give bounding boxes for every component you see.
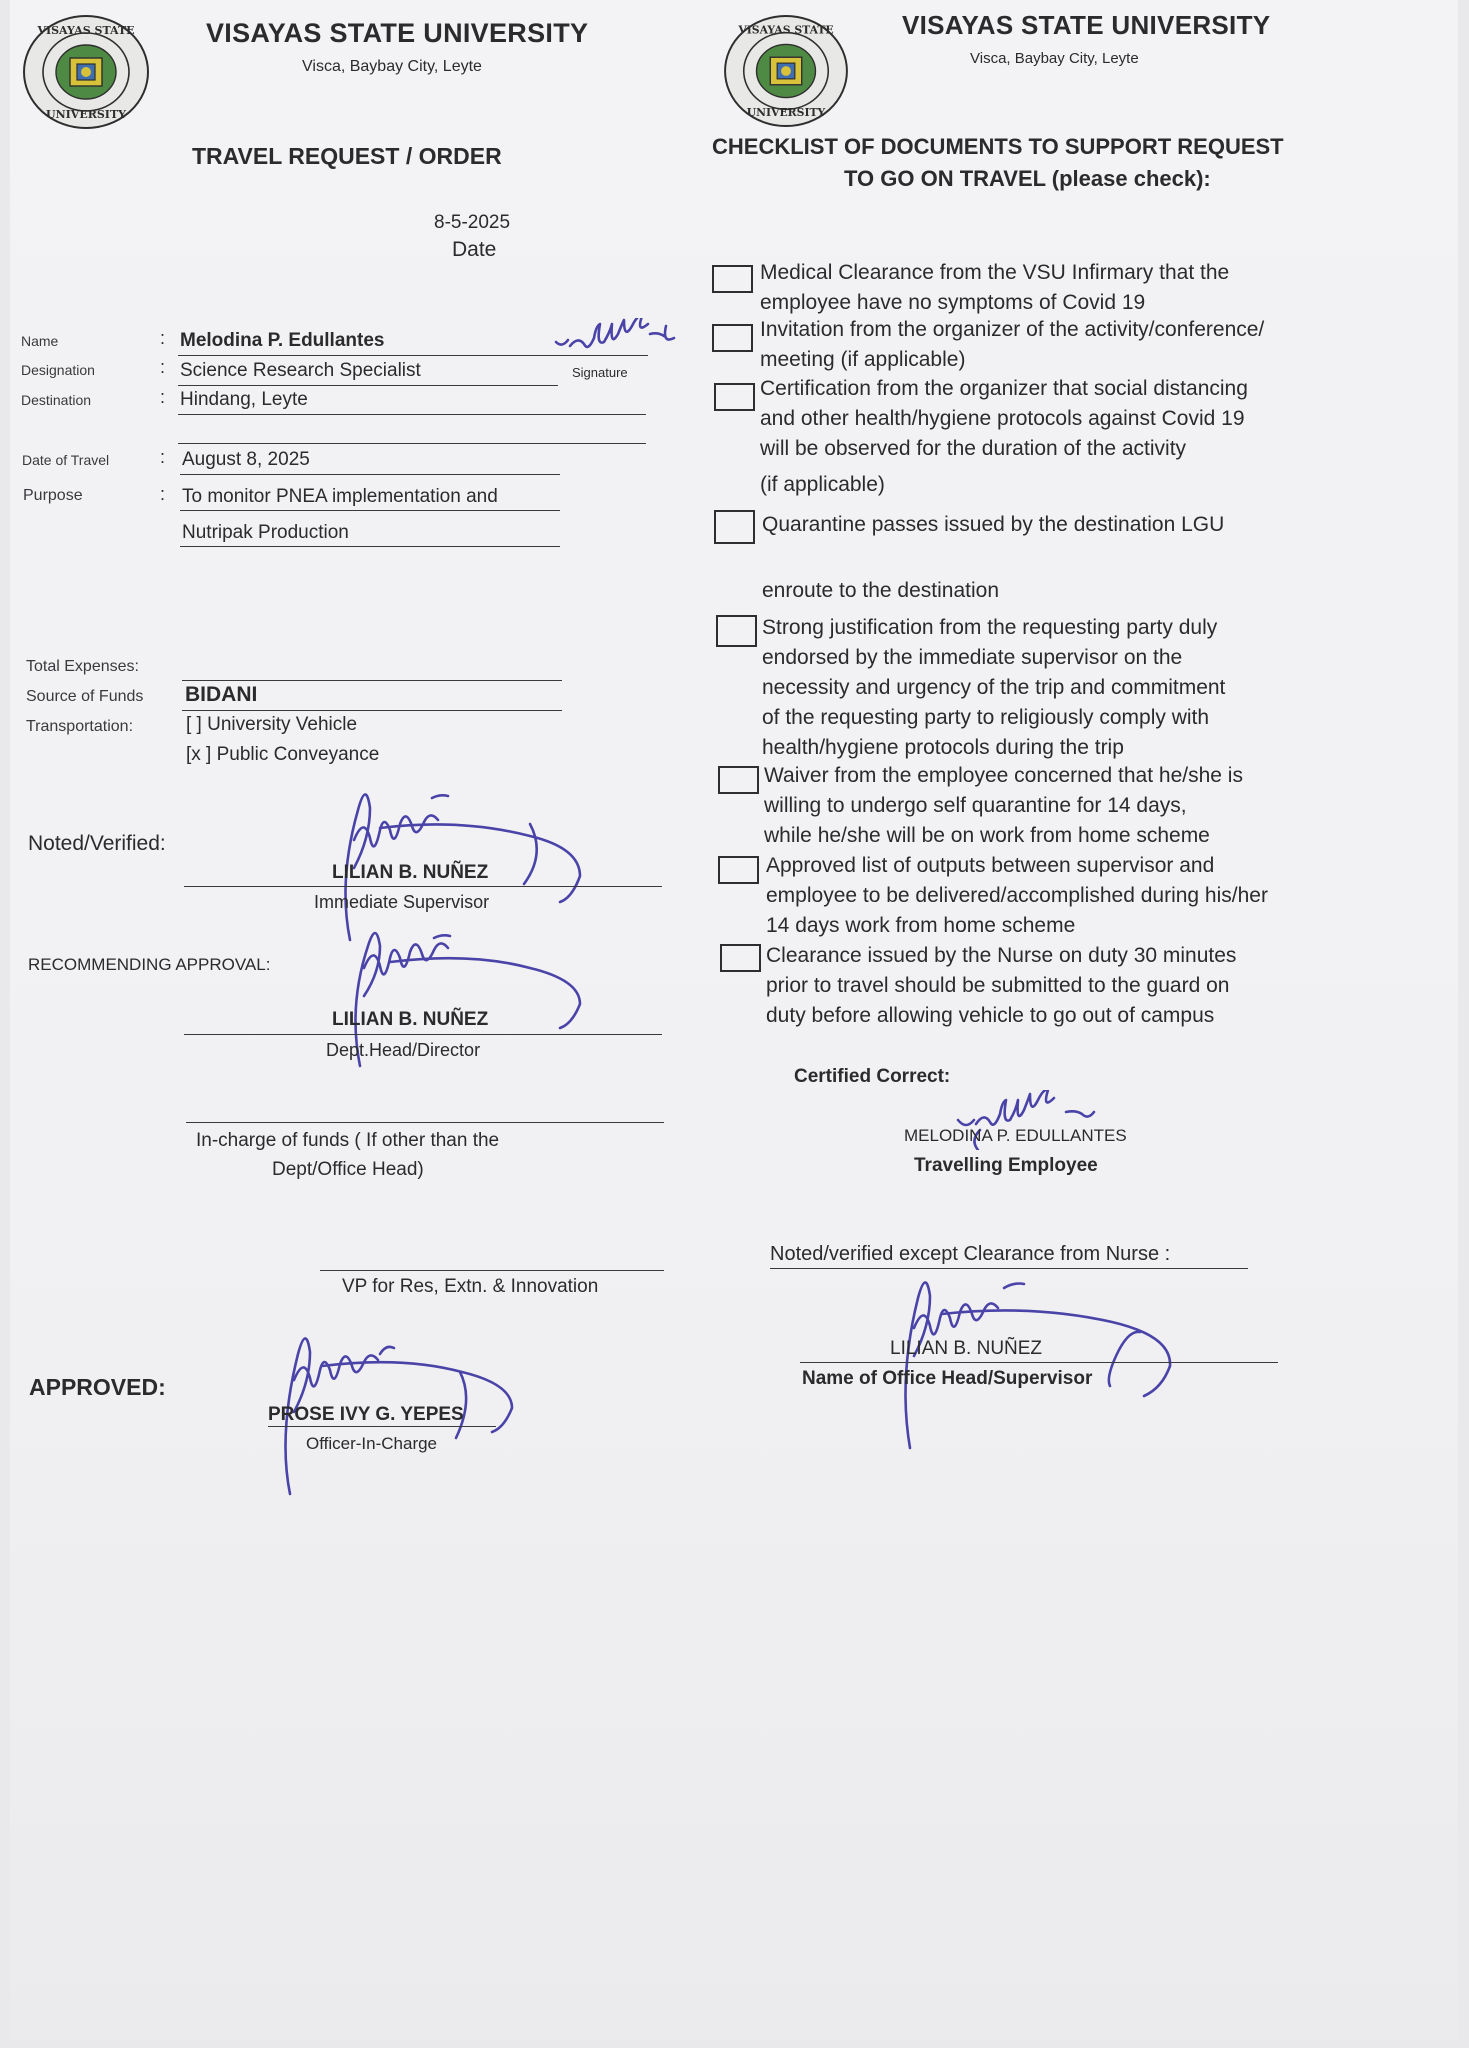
- university-seal-right: [723, 14, 849, 128]
- transport-label: Transportation:: [26, 718, 134, 735]
- checklist-item-waiver: Waiver from the employee concerned that he/she is willing to undergo self quarantine for 14 days, while he/she will be on work from home scheme: [764, 764, 1243, 847]
- svg-text:VISAYAS STATE: VISAYAS STATE: [37, 24, 135, 37]
- noted-signature-line: [184, 886, 662, 887]
- checklist-item-approved-outputs: Approved list of outputs between supervisor and employee to be delivered/accomplished during his/her 14 days work from home scheme: [766, 854, 1268, 937]
- noted-signatory-title: Immediate Supervisor: [314, 892, 490, 912]
- destination-value: Hindang, Leyte: [180, 389, 308, 410]
- university-name: VISAYAS STATE UNIVERSITY: [206, 18, 589, 48]
- expenses-label: Total Expenses:: [26, 658, 139, 675]
- signature-label: Signature: [572, 365, 628, 380]
- approver-name: PROSE IVY G. YEPES: [268, 1404, 464, 1425]
- checkbox-strong-justification[interactable]: [716, 615, 757, 647]
- checkbox-invitation[interactable]: [712, 324, 753, 352]
- office-head-name: LILIAN B. NUÑEZ: [890, 1338, 1043, 1359]
- checklist-item-certification: Certification from the organizer that social distancing and other health/hygiene protocols against Covid 19 will be observed for the duration of the activity (if applicable): [760, 377, 1248, 496]
- checklist-title-line-1: CHECKLIST OF DOCUMENTS TO SUPPORT REQUEST: [712, 134, 1284, 159]
- checkbox-quarantine-passes[interactable]: [714, 510, 755, 544]
- funds-incharge-line-2: Dept/Office Head): [272, 1159, 424, 1180]
- vp-title: VP for Res, Extn. & Innovation: [342, 1276, 599, 1297]
- office-head-signature-line: [800, 1362, 1278, 1363]
- purpose-line-2: Nutripak Production: [182, 522, 349, 543]
- vp-signature-line: [320, 1270, 664, 1271]
- checklist-item-medical-clearance: Medical Clearance from the VSU Infirmary that the employee have no symptoms of Covid 19: [760, 261, 1230, 314]
- recommending-signatory-title: Dept.Head/Director: [326, 1040, 481, 1060]
- noted-verified-label: Noted/Verified:: [28, 832, 166, 855]
- colon: :: [160, 447, 166, 467]
- destination-underline-2: [178, 443, 646, 444]
- checklist-title-line-2: TO GO ON TRAVEL (please check):: [844, 166, 1211, 191]
- noted-except-label: Noted/verified except Clearance from Nurse :: [770, 1243, 1171, 1265]
- employee-signature: [550, 318, 690, 364]
- travel-date-underline: [180, 474, 560, 475]
- svg-text:UNIVERSITY: UNIVERSITY: [746, 106, 826, 120]
- approver-signature: [260, 1308, 560, 1498]
- university-address-right: Visca, Baybay City, Leyte: [970, 50, 1139, 67]
- colon: :: [160, 484, 166, 504]
- funds-value: BIDANI: [185, 683, 258, 706]
- office-head-title: Name of Office Head/Supervisor: [802, 1368, 1093, 1389]
- university-name-right: VISAYAS STATE UNIVERSITY: [902, 10, 1271, 40]
- date-value: 8-5-2025: [434, 212, 511, 233]
- name-value: Melodina P. Edullantes: [180, 330, 385, 351]
- colon: :: [160, 328, 166, 348]
- funds-label: Source of Funds: [26, 688, 144, 705]
- form-title: TRAVEL REQUEST / ORDER: [192, 143, 502, 169]
- transport-option-university: [ ] University Vehicle: [186, 714, 358, 735]
- purpose-line-1: To monitor PNEA implementation and: [182, 486, 498, 507]
- checklist-item-quarantine-passes: Quarantine passes issued by the destination LGU enroute to the destination: [762, 513, 1225, 602]
- recommending-approval-label: RECOMMENDING APPROVAL:: [28, 955, 271, 974]
- designation-label: Designation: [21, 362, 95, 378]
- certified-correct-label: Certified Correct:: [794, 1066, 951, 1087]
- designation-underline: [178, 385, 558, 386]
- funds-underline: [182, 710, 562, 711]
- travelling-employee-name: MELODINA P. EDULLANTES: [904, 1126, 1127, 1145]
- checkbox-approved-outputs[interactable]: [718, 856, 759, 884]
- checklist-item-nurse-clearance: Clearance issued by the Nurse on duty 30 minutes prior to travel should be submitted to the guard on duty before allowing vehicle to go out of campus: [766, 944, 1237, 1027]
- checklist-item-strong-justification: Strong justification from the requesting party duly endorsed by the immediate supervisor on the necessity and urgency of the trip and commitment of the requesting party to religiously comply with health/hygiene protocols during the trip: [762, 616, 1226, 759]
- purpose-underline-2: [180, 546, 560, 547]
- transport-option-public: [x ] Public Conveyance: [186, 744, 380, 765]
- form-sheet: [10, 0, 1458, 2040]
- colon: :: [160, 387, 166, 407]
- colon: :: [160, 357, 166, 377]
- purpose-label: Purpose: [23, 487, 83, 504]
- purpose-underline: [180, 510, 560, 511]
- checkbox-nurse-clearance[interactable]: [720, 944, 761, 972]
- approver-name-underline: [268, 1426, 496, 1427]
- svg-text:UNIVERSITY: UNIVERSITY: [46, 108, 126, 121]
- destination-underline: [178, 414, 646, 415]
- travel-date-label: Date of Travel: [22, 452, 110, 468]
- name-label: Name: [21, 333, 59, 349]
- recommending-signature-line: [184, 1034, 662, 1035]
- travel-date-value: August 8, 2025: [182, 449, 310, 470]
- checkbox-medical-clearance[interactable]: [712, 265, 753, 293]
- travelling-employee-title: Travelling Employee: [914, 1155, 1098, 1176]
- date-label: Date: [452, 238, 497, 261]
- funds-incharge-line: [186, 1122, 664, 1123]
- approver-title: Officer-In-Charge: [306, 1434, 438, 1453]
- destination-label: Destination: [21, 392, 92, 408]
- checkbox-certification[interactable]: [714, 383, 755, 411]
- checklist-item-invitation: Invitation from the organizer of the activity/conference/ meeting (if applicable): [760, 318, 1265, 371]
- university-address: Visca, Baybay City, Leyte: [302, 58, 482, 75]
- approved-label: APPROVED:: [29, 1374, 166, 1400]
- checkbox-waiver[interactable]: [718, 766, 759, 794]
- designation-value: Science Research Specialist: [180, 360, 421, 381]
- recommending-signatory-name: LILIAN B. NUÑEZ: [332, 1009, 489, 1030]
- noted-signatory-name: LILIAN B. NUÑEZ: [332, 862, 489, 883]
- svg-text:VISAYAS STATE: VISAYAS STATE: [738, 23, 834, 37]
- funds-incharge-line-1: In-charge of funds ( If other than the: [196, 1130, 500, 1151]
- university-seal-left: [22, 14, 150, 130]
- expenses-underline: [182, 680, 562, 681]
